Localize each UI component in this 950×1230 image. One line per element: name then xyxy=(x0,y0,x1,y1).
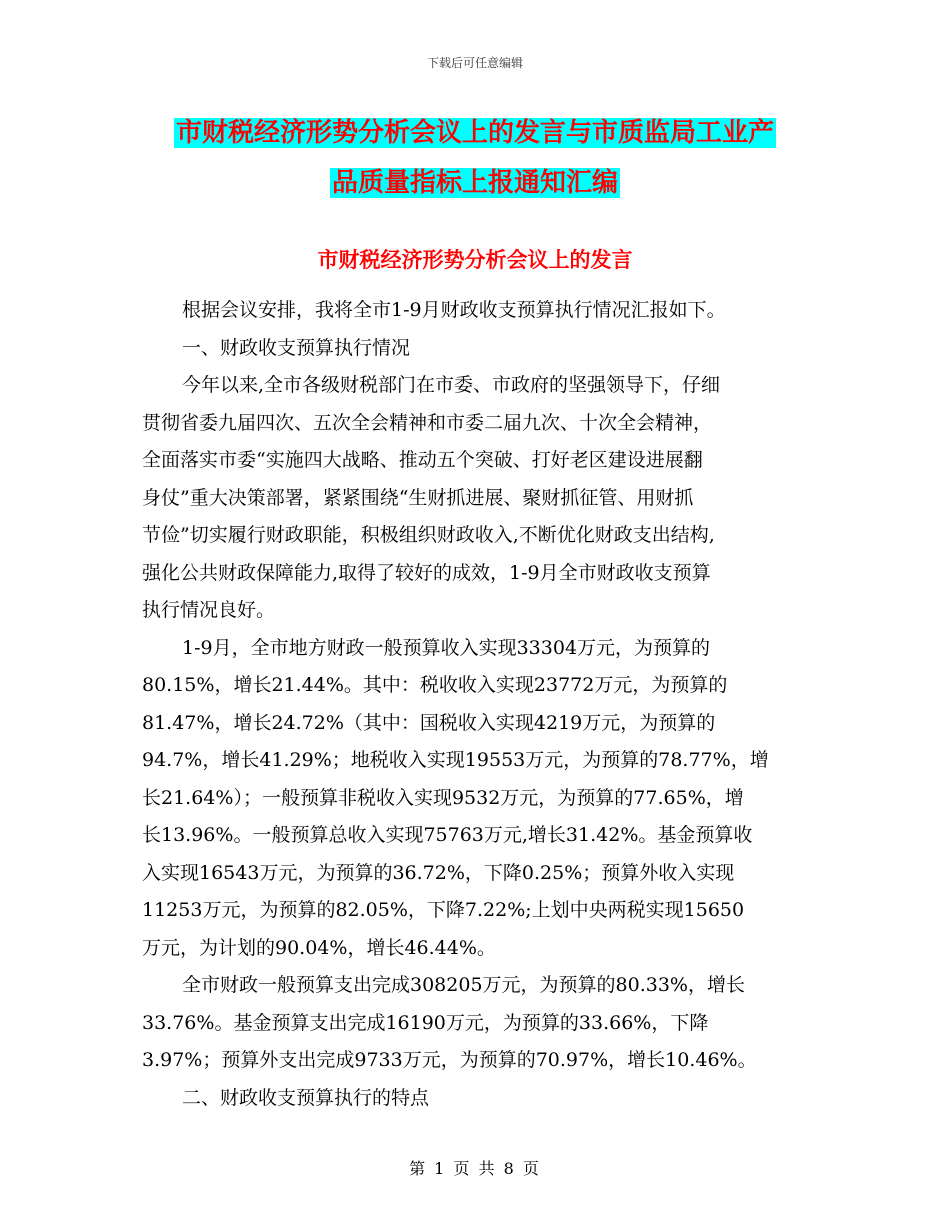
section-title: 市财税经济形势分析会议上的发言 xyxy=(317,247,633,272)
body-line: 全市财政一般预算支出完成308205万元，为预算的80.33%，增长 xyxy=(182,974,745,996)
body-line: 身仗”重大决策部署，紧紧围绕“生财抓进展、聚财抓征管、用财抓 xyxy=(142,486,694,509)
body-line: 长21.64%）；一般预算非税收入实现9532万元，为预算的77.65%，增 xyxy=(142,786,744,809)
page-footer: 第 1 页 共 8 页 xyxy=(409,1159,541,1178)
body-line: 11253万元，为预算的82.05%，下降7.22%;上划中央两税实现15650 xyxy=(142,899,745,921)
body-line: 3.97%；预算外支出完成9733万元，为预算的70.97%，增长10.46%。 xyxy=(142,1049,757,1071)
body-line: 94.7%，增长41.29%；地税收入实现19553万元，为预算的78.77%，增 xyxy=(142,749,769,771)
body-line: 全面落实市委“实施四大战略、推动五个突破、打好老区建设进展翻 xyxy=(142,449,703,471)
body-line: 贯彻省委九届四次、五次全会精神和市委二届九次、十次全会精神， xyxy=(142,411,713,434)
body-line: 强化公共财政保障能力,取得了较好的成效，1-9月全市财政收支预算 xyxy=(142,561,711,584)
body-line: 今年以来,全市各级财税部门在市委、市政府的坚强领导下，仔细 xyxy=(182,374,721,396)
body-line: 执行情况良好。 xyxy=(142,599,276,621)
page-header-note: 下载后可任意编辑 xyxy=(426,56,523,70)
body-line: 一、财政收支预算执行情况 xyxy=(182,336,411,359)
body-line: 长13.96%。一般预算总收入实现75763万元,增长31.42%。基金预算收 xyxy=(142,824,753,846)
document-title-line-1: 市财税经济形势分析会议上的发言与市质监局工业产 xyxy=(175,118,774,148)
document-body xyxy=(142,292,812,1117)
body-line: 二、财政收支预算执行的特点 xyxy=(182,1086,430,1109)
body-line: 1-9月，全市地方财政一般预算收入实现33304万元，为预算的 xyxy=(182,636,711,659)
body-line: 根据会议安排，我将全市1-9月财政收支预算执行情况汇报如下。 xyxy=(182,299,726,321)
body-line: 80.15%，增长21.44%。其中：税收收入实现23772万元，为预算的 xyxy=(142,674,728,696)
body-line: 万元，为计划的90.04%，增长46.44%。 xyxy=(142,936,496,959)
body-line: 33.76%。基金预算支出完成16190万元，为预算的33.66%，下降 xyxy=(142,1011,709,1034)
document-title-line-2: 品质量指标上报通知汇编 xyxy=(331,168,618,198)
body-line: 节俭”切实履行财政职能，积极组织财政收入,不断优化财政支出结构, xyxy=(142,524,715,546)
body-line: 入实现16543万元，为预算的36.72%，下降0.25%；预算外收入实现 xyxy=(142,861,735,884)
document-title xyxy=(0,108,950,208)
body-line: 81.47%，增长24.72%（其中：国税收入实现4219万元，为预算的 xyxy=(142,711,716,734)
